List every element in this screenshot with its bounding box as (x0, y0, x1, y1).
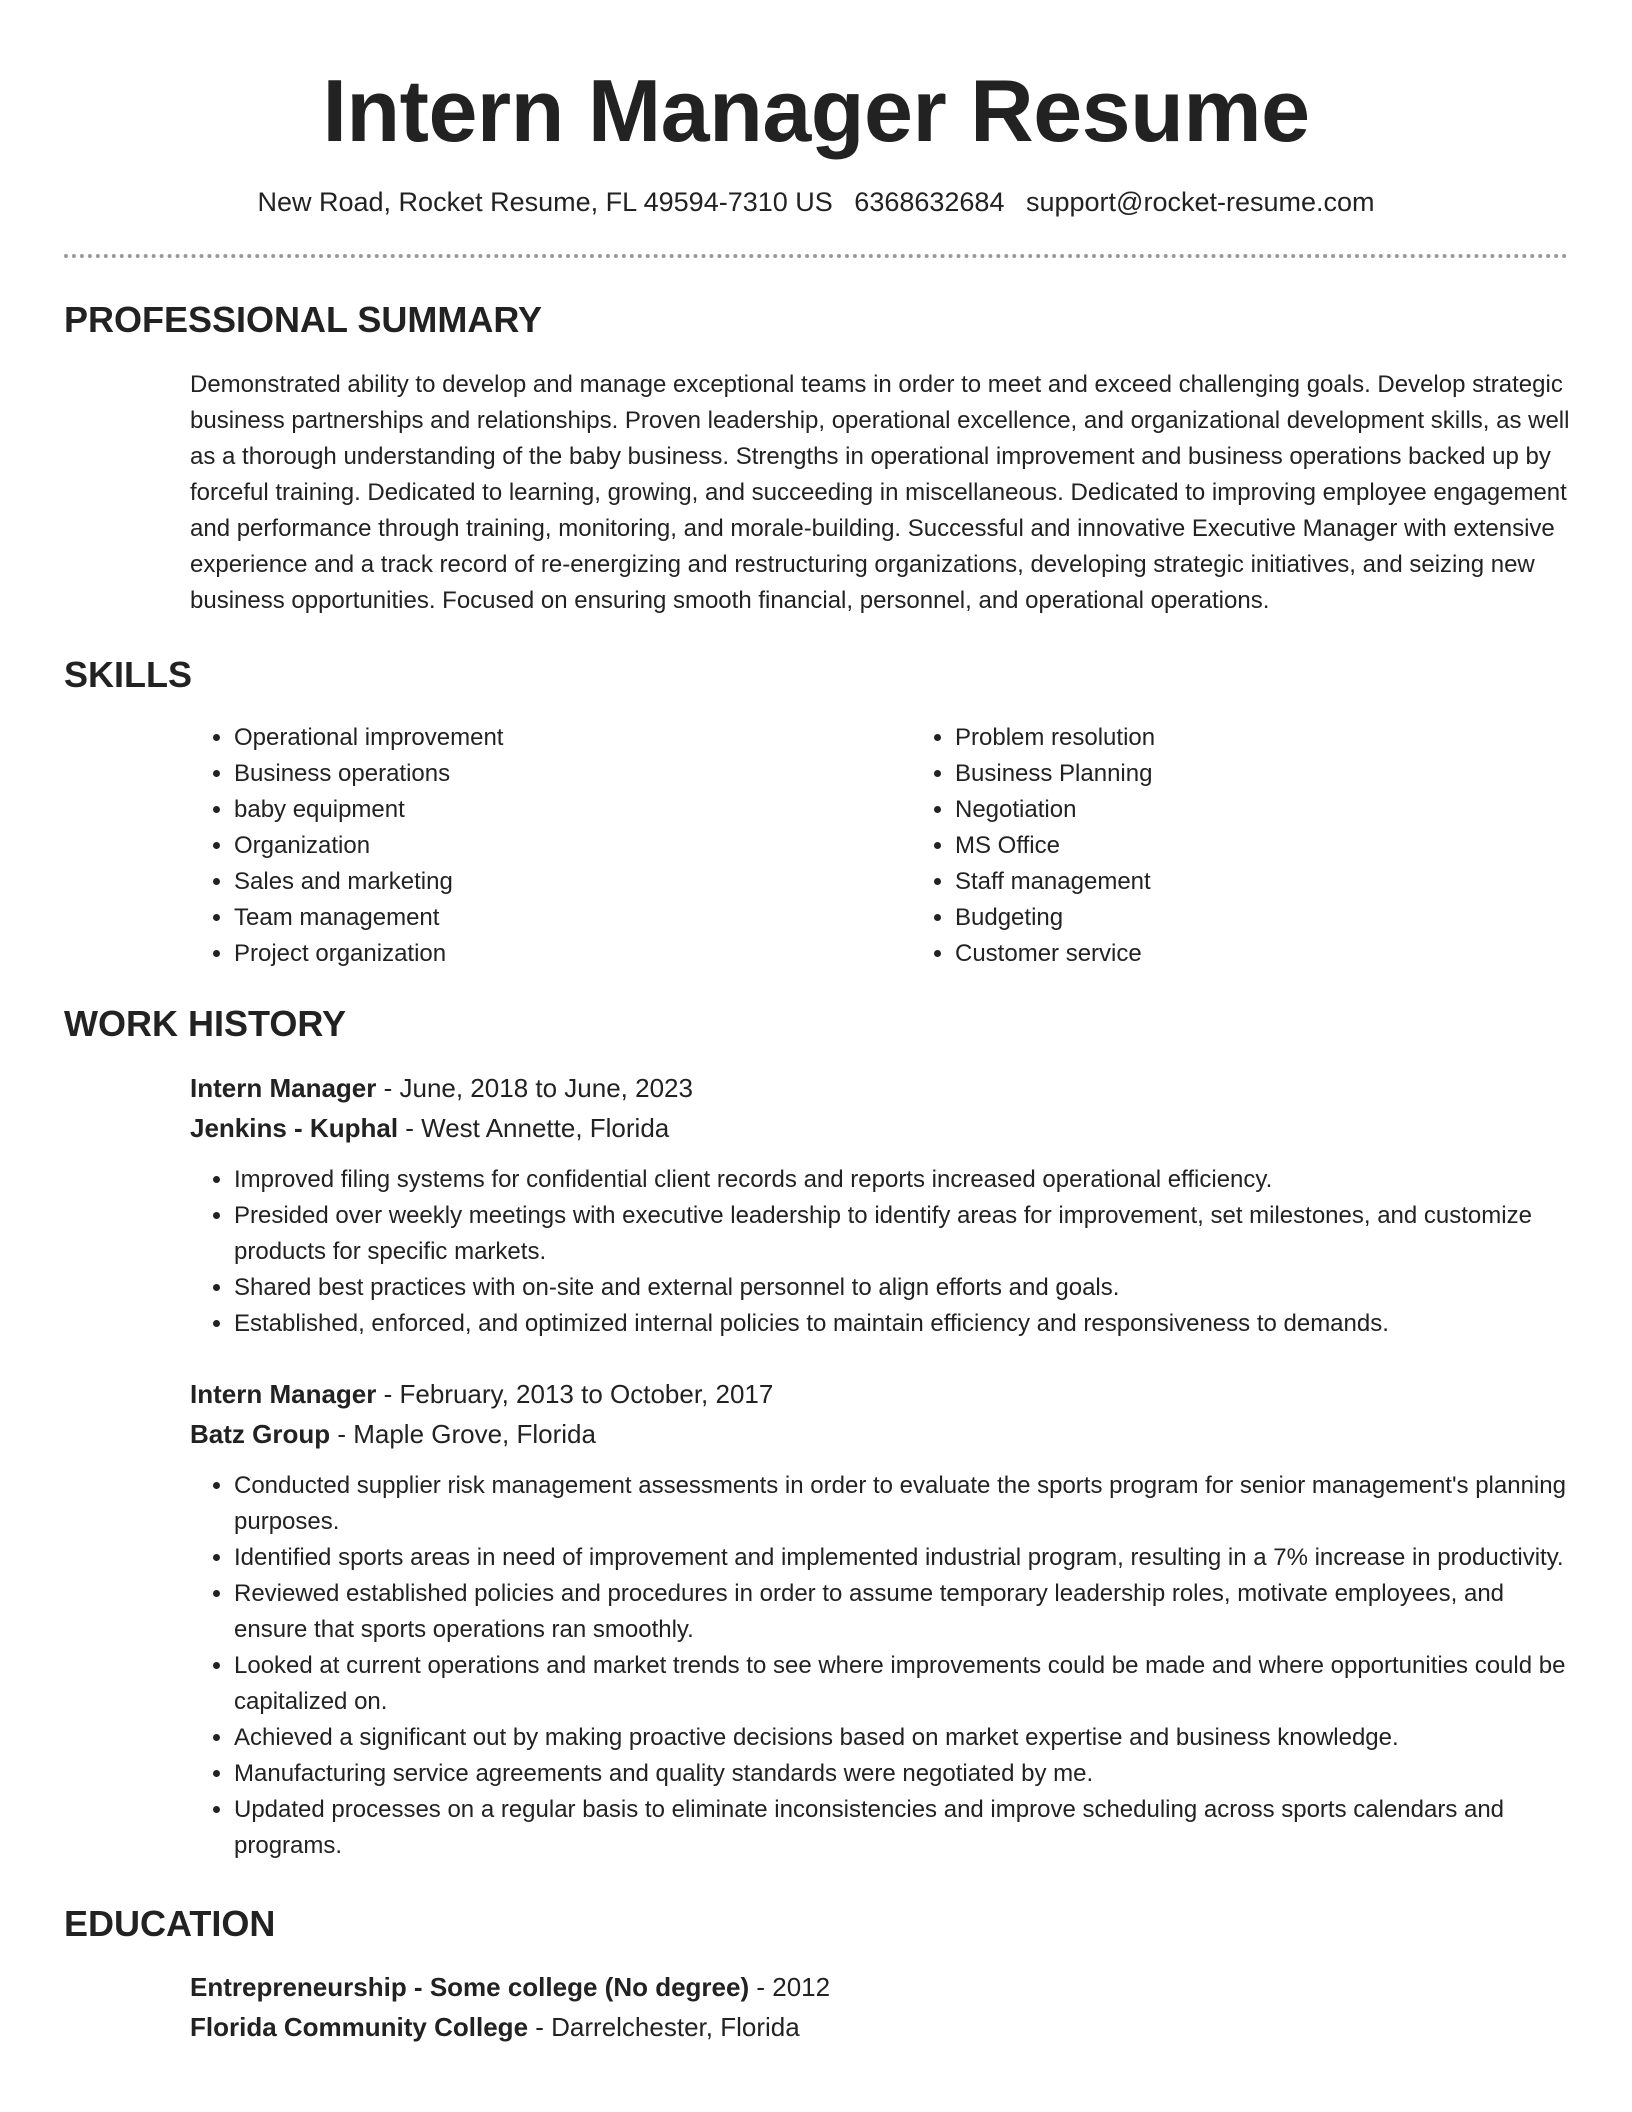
skill-item: • Project organization (234, 936, 911, 972)
skill-item: • Organization (234, 828, 911, 864)
job-bullet: • Shared best practices with on-site and external personnel to align efforts and goals. (234, 1270, 1570, 1306)
skill-item: • Staff management (955, 864, 1632, 900)
job-bullet: • Established, enforced, and optimized internal policies to maintain efficiency and responsiveness to demands. (234, 1306, 1570, 1342)
job-bullets (190, 1468, 1570, 1864)
skill-item: • Problem resolution (955, 720, 1632, 756)
skill-item: • Sales and marketing (234, 864, 911, 900)
job-bullet: • Manufacturing service agreements and quality standards were negotiated by me. (234, 1756, 1570, 1792)
resume-title: Intern Manager Resume (322, 61, 1310, 160)
work-history-section (0, 1002, 1632, 1863)
job-title-line (190, 1068, 1570, 1108)
contact-address: New Road, Rocket Resume, FL 49594-7310 US (257, 186, 833, 217)
skills-section (0, 653, 1632, 972)
contact-email: support@rocket-resume.com (1025, 186, 1375, 217)
summary-section (0, 298, 1632, 619)
skill-item: • Customer service (955, 936, 1632, 972)
skill-item: • MS Office (955, 828, 1632, 864)
job-bullet: • Presided over weekly meetings with executive leadership to identify areas for improvement, set milestones, and customize products for specific markets. (234, 1198, 1570, 1270)
job-entry (190, 1068, 1570, 1148)
job-bullet: • Looked at current operations and market trends to see where improvements could be made and where opportunities could be capitalized on. (234, 1648, 1570, 1720)
contact-line (0, 186, 1632, 218)
education-entry (190, 1967, 1570, 2047)
summary-text: Demonstrated ability to develop and manage exceptional teams in order to meet and exceed challenging goals. Develop strategic business partnerships and relationships. Proven leadership, operational excellence, and organizational development skills, as well as a thorough understanding of the baby business. Strengths in operational improvement and business operations backed up by forceful training. Dedicated to learning, growing, and succeeding in miscellaneous. Dedicated to improving employee engagement and performance through training, monitoring, and morale-building. Successful and innovative Executive Manager with extensive experience and a track record of re-energizing and restructuring organizations, developing strategic initiatives, and seizing new business opportunities. Focused on ensuring smooth financial, personnel, and operational operations. (190, 371, 1570, 615)
job-dates: - February, 2013 to October, 2017 (376, 1378, 774, 1409)
job-dates: - June, 2018 to June, 2023 (376, 1072, 693, 1103)
skills-right-list (911, 720, 1632, 972)
education-school-line (190, 2007, 1570, 2047)
skill-item: • Budgeting (955, 900, 1632, 936)
job-bullets (190, 1162, 1570, 1342)
job-title: Intern Manager (190, 1072, 377, 1103)
job-bullet: • Updated processes on a regular basis to eliminate inconsistencies and improve scheduling across sports calendars and programs. (234, 1792, 1570, 1864)
education-school: Florida Community College (190, 2011, 529, 2042)
education-degree-line (190, 1967, 1570, 2007)
job-bullet: • Achieved a significant out by making proactive decisions based on market expertise and business knowledge. (234, 1720, 1570, 1756)
resume-header (0, 0, 1632, 218)
header-divider (64, 254, 1568, 258)
job-bullet: • Conducted supplier risk management assessments in order to evaluate the sports program for senior management's planning purposes. (234, 1468, 1570, 1540)
skill-item: • Business Planning (955, 756, 1632, 792)
skills-columns (190, 720, 1632, 972)
job-bullet: • Improved filing systems for confidential client records and reports increased operational efficiency. (234, 1162, 1570, 1198)
skills-heading: SKILLS (64, 654, 193, 696)
skills-left-list (190, 720, 911, 972)
job-title-line (190, 1374, 1570, 1414)
job-company: Jenkins - Kuphal (190, 1112, 399, 1143)
education-degree: Entrepreneurship - Some college (No degree) (190, 1971, 750, 2002)
job-location: - Maple Grove, Florida (330, 1418, 596, 1449)
skill-item: • baby equipment (234, 792, 911, 828)
skill-item: • Team management (234, 900, 911, 936)
job-bullet-list (190, 1162, 1570, 1342)
education-heading: EDUCATION (64, 1902, 276, 1944)
job-title: Intern Manager (190, 1378, 377, 1409)
summary-heading: PROFESSIONAL SUMMARY (64, 298, 543, 340)
job-company-line (190, 1108, 1570, 1148)
education-location: - Darrelchester, Florida (528, 2011, 800, 2042)
job-company-line (190, 1414, 1570, 1454)
skill-item: • Business operations (234, 756, 911, 792)
skill-item: • Negotiation (955, 792, 1632, 828)
job-bullet: • Identified sports areas in need of improvement and implemented industrial program, resulting in a 7% increase in productivity. (234, 1540, 1570, 1576)
job-bullet-list (190, 1468, 1570, 1864)
education-year: - 2012 (749, 1971, 831, 2002)
skill-item: • Operational improvement (234, 720, 911, 756)
work-history-heading: WORK HISTORY (64, 1003, 347, 1045)
job-bullet: • Reviewed established policies and procedures in order to assume temporary leadership roles, motivate employees, and ensure that sports operations ran smoothly. (234, 1576, 1570, 1648)
job-company: Batz Group (190, 1418, 331, 1449)
job-location: - West Annette, Florida (398, 1112, 670, 1143)
contact-phone: 6368632684 (854, 186, 1005, 217)
education-section (0, 1902, 1632, 2047)
job-entry (190, 1374, 1570, 1454)
